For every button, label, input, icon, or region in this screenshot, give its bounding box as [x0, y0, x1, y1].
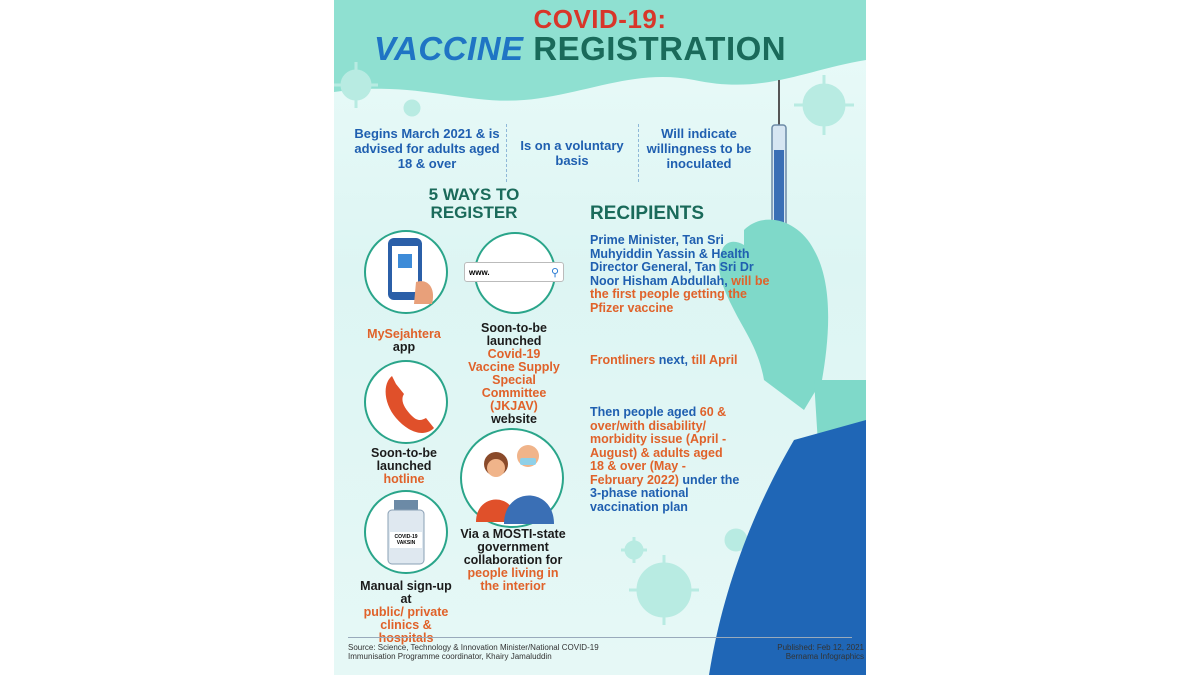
recipient-frontliners	[590, 354, 750, 368]
recipient-first-names: Prime Minister, Tan Sri Muhyiddin Yassin & Health Director General, Tan Sri Dr Noor Hisham Abdullah,	[590, 233, 754, 288]
hotline-circle	[364, 360, 448, 444]
manual-label-a: Manual sign-up at	[360, 579, 452, 606]
recipient-first	[590, 234, 780, 315]
recipient-frontliners-c: till April	[691, 353, 738, 367]
website-label-type: website	[491, 412, 537, 426]
info-begins: Begins March 2021 & is advised for adults aged 18 & over	[354, 126, 500, 171]
recipient-phase-c: under the 3-phase national vaccination plan	[590, 472, 740, 514]
mosti-label	[460, 528, 566, 593]
hotline-label-soon: Soon-to-be launched	[371, 446, 437, 473]
website-circle	[469, 232, 559, 314]
title-vaccine-word: VACCINE	[374, 30, 524, 67]
hotline-label-type: hotline	[383, 472, 425, 486]
divider	[506, 124, 507, 182]
people-illustration	[462, 430, 562, 526]
app-label	[352, 328, 456, 354]
recipient-first-detail: will be the first people getting the Pfizer vaccine	[590, 273, 770, 315]
url-text: www.	[469, 268, 490, 277]
recipient-phase	[590, 406, 740, 514]
website-label	[464, 322, 564, 426]
manual-label-b: public/ private clinics & hospitals	[363, 605, 449, 645]
magnifier-icon: ⚲	[550, 267, 559, 279]
telephone-icon	[366, 362, 446, 442]
info-willingness: Will indicate willingness to be inoculated	[646, 126, 752, 171]
info-voluntary: Is on a voluntary basis	[520, 138, 624, 168]
infographic-poster	[334, 0, 866, 675]
website-label-committee: Covid-19 Vaccine Supply Special Committee (JKJAV)	[468, 347, 560, 413]
phone-app-icon	[366, 232, 446, 312]
divider	[638, 124, 639, 182]
recipient-frontliners-b: next,	[658, 353, 688, 367]
recipients-heading: RECIPIENTS	[590, 203, 705, 224]
title-registration	[374, 30, 786, 68]
recipient-frontliners-a: Frontliners	[590, 353, 656, 367]
app-label-name: MySejahtera	[367, 327, 441, 341]
title-covid: COVID-19:	[533, 4, 667, 34]
recipient-phase-a: Then people aged	[590, 405, 697, 419]
footer-published-date: Published: Feb 12, 2021	[777, 643, 864, 652]
app-circle	[364, 230, 448, 314]
manual-label	[356, 580, 456, 645]
footer-source: Source: Science, Technology & Innovation Minister/National COVID-19 Immunisation Programme coordinator, Khairy Jamaluddin	[348, 643, 599, 661]
mosti-circle	[460, 428, 564, 528]
footer-divider	[348, 637, 852, 638]
footer-published	[754, 643, 864, 661]
mosti-label-via: Via a MOSTI-state government collaboration for	[460, 527, 566, 567]
recipient-phase-b: 60 & over/with disability/ morbidity issue (April - August) & adults aged 18 & over (May - February 2022)	[590, 405, 727, 487]
footer-credit: Bernama Infographics	[785, 652, 864, 661]
vial-label: COVID-19 VAKSIN	[394, 534, 418, 546]
vaccine-vial-icon	[366, 492, 446, 572]
ways-heading: 5 WAYS TO REGISTER	[428, 185, 520, 222]
hotline-label	[352, 447, 456, 486]
manual-circle	[364, 490, 448, 574]
url-bar	[464, 262, 564, 282]
mosti-label-interior: people living in the interior	[467, 566, 559, 593]
website-label-soon: Soon-to-be launched	[481, 321, 547, 348]
title-registration-word: REGISTRATION	[533, 30, 787, 67]
app-label-type: app	[392, 340, 416, 354]
